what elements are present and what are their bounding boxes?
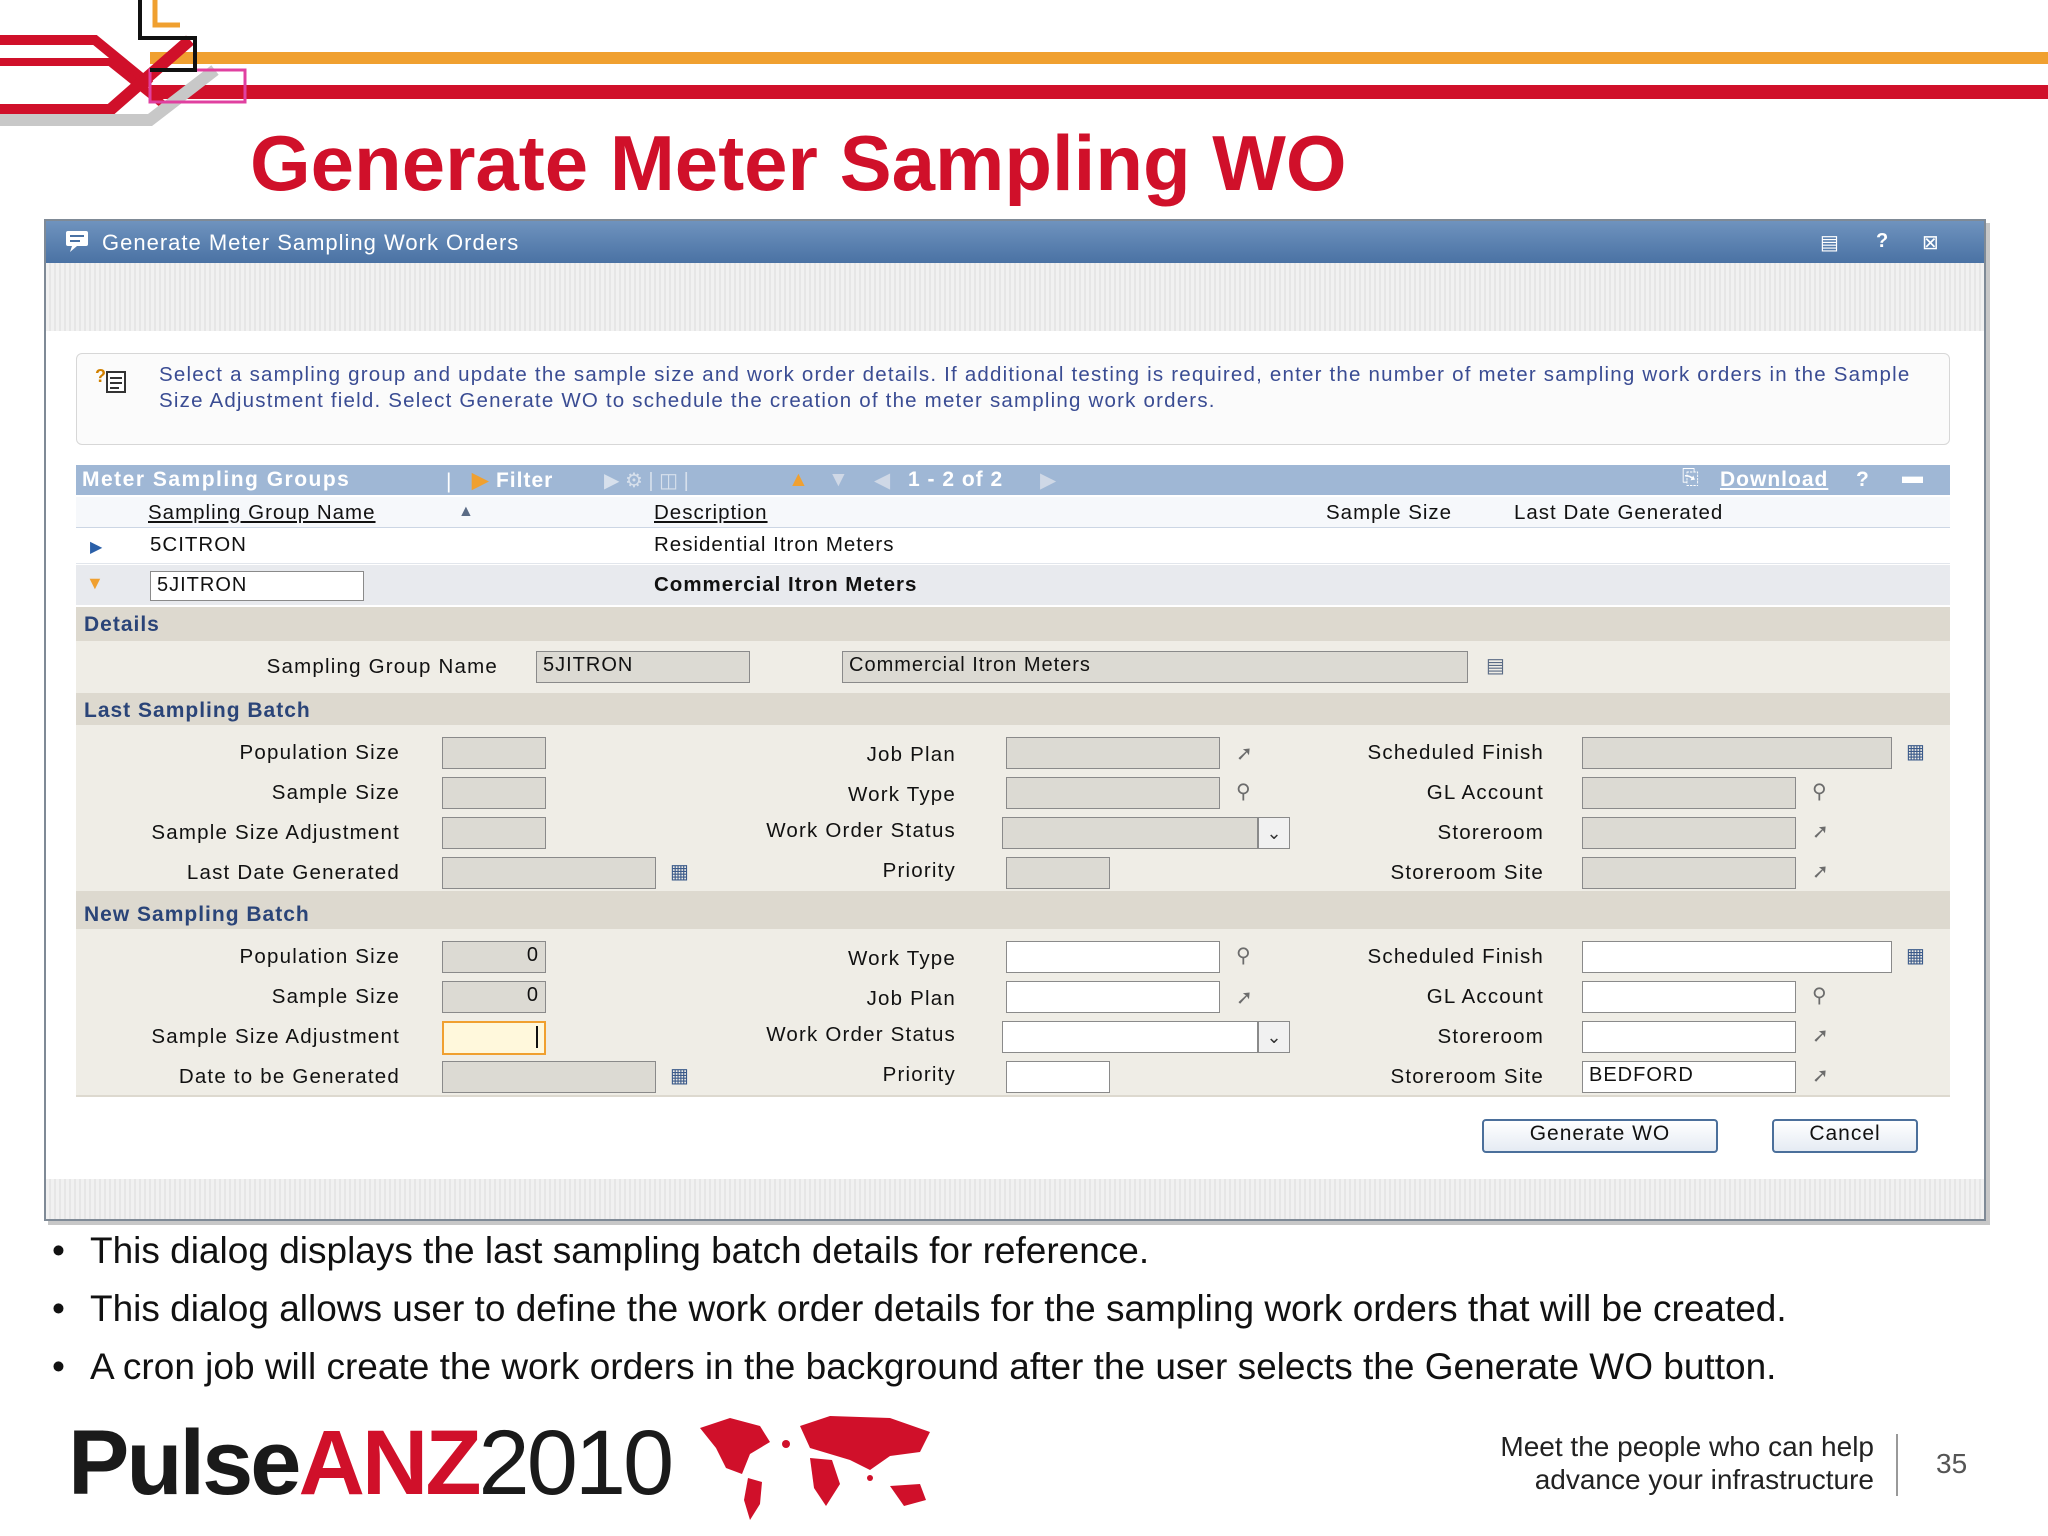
new-job-plan-label: Job Plan: [866, 987, 956, 1010]
bullet-text: A cron job will create the work orders in the background after the user selects the Generate WO button.: [90, 1346, 1777, 1387]
last-work-order-status-field[interactable]: [1002, 817, 1258, 849]
filter-toggle[interactable]: [472, 468, 553, 493]
last-gl-account-label: GL Account: [1426, 781, 1544, 804]
new-sample-size-adjustment-label: Sample Size Adjustment: [151, 1025, 400, 1048]
new-sample-size-adjustment-field[interactable]: [442, 1021, 546, 1055]
new-priority-label: Priority: [882, 1063, 956, 1086]
window-icon[interactable]: ▤: [1820, 232, 1840, 254]
bullet-dot: •: [52, 1288, 65, 1329]
dialog-titlebar: [46, 221, 1984, 263]
slide-title: Generate Meter Sampling WO: [250, 119, 1347, 207]
go-to-icon[interactable]: ➚: [1236, 743, 1253, 765]
new-work-order-status-label: Work Order Status: [766, 1023, 956, 1046]
new-work-type-label: Work Type: [847, 947, 956, 970]
last-population-size-field[interactable]: [442, 737, 546, 769]
table-title: Meter Sampling Groups: [82, 468, 351, 491]
generate-wo-dialog: [44, 219, 1986, 1221]
last-sample-size-adjustment-field[interactable]: [442, 817, 546, 849]
table-row[interactable]: [76, 529, 1950, 564]
new-priority-field[interactable]: [1006, 1061, 1110, 1093]
close-icon[interactable]: ⊠: [1922, 232, 1940, 254]
footer-divider: [1896, 1434, 1898, 1496]
column-header-sample-size: Sample Size: [1326, 501, 1453, 524]
logo-year: 2010: [478, 1412, 672, 1514]
last-work-type-label: Work Type: [847, 783, 956, 806]
details-header: Details: [84, 613, 160, 636]
download-icon[interactable]: ⎘: [1682, 466, 1699, 489]
bullet-dot: •: [52, 1230, 65, 1271]
bullet-text: This dialog displays the last sampling batch details for reference.: [90, 1230, 1150, 1271]
date-time-icon[interactable]: ▦: [1906, 945, 1925, 967]
details-sampling-group-label: Sampling Group Name: [266, 655, 498, 678]
lookup-icon[interactable]: ⚲: [1236, 945, 1251, 967]
last-storeroom-field[interactable]: [1582, 817, 1796, 849]
new-work-order-status-field[interactable]: [1002, 1021, 1258, 1053]
text-cursor: [536, 1026, 538, 1048]
dialog-title: Generate Meter Sampling Work Orders: [102, 230, 520, 255]
table-help-icon[interactable]: ?: [1856, 468, 1869, 491]
last-storeroom-site-field[interactable]: [1582, 857, 1796, 889]
go-to-icon[interactable]: ➚: [1812, 1025, 1829, 1047]
logo-anz: ANZ: [298, 1412, 479, 1514]
column-header-description[interactable]: Description: [654, 501, 768, 524]
last-work-type-field[interactable]: [1006, 777, 1220, 809]
row-description: Commercial Itron Meters: [654, 573, 918, 596]
filter-arrow-icon: ▶: [472, 469, 496, 492]
toolbar-strip: [46, 263, 1984, 331]
column-header-last-date-generated: Last Date Generated: [1514, 501, 1724, 524]
new-gl-account-label: GL Account: [1426, 985, 1544, 1008]
last-job-plan-field[interactable]: [1006, 737, 1220, 769]
help-text: Select a sampling group and update the sample size and work order details. If additional testing is required, enter the number of meter sampling work orders in the Sample Size Adjustment field. Select Generate WO to schedule the creation of the meter sampling work orders.: [159, 363, 1911, 412]
help-icon[interactable]: ?: [1876, 230, 1890, 252]
tagline-line-1: Meet the people who can help: [1500, 1431, 1874, 1462]
lookup-icon[interactable]: ⚲: [1812, 781, 1827, 803]
tagline-line-2: advance your infrastructure: [1534, 1464, 1874, 1495]
last-population-size-label: Population Size: [239, 741, 400, 764]
calendar-icon[interactable]: ▦: [670, 861, 689, 883]
new-job-plan-field[interactable]: [1006, 981, 1220, 1013]
new-storeroom-site-field[interactable]: BEDFORD: [1582, 1061, 1796, 1093]
date-to-be-generated-field[interactable]: [442, 1061, 656, 1093]
bullet-item: [52, 1346, 1776, 1388]
date-time-icon[interactable]: ▦: [1906, 741, 1925, 763]
generate-wo-button[interactable]: Generate WO: [1482, 1119, 1718, 1153]
new-storeroom-label: Storeroom: [1437, 1025, 1544, 1048]
dialog-footer-strip: [46, 1179, 1984, 1219]
new-storeroom-site-label: Storeroom Site: [1390, 1065, 1544, 1088]
new-population-size-label: Population Size: [239, 945, 400, 968]
new-sample-size-label: Sample Size: [271, 985, 400, 1008]
help-panel: [76, 353, 1950, 445]
pulse-anz-logo: [68, 1408, 671, 1518]
next-row-icon[interactable]: ▼: [828, 468, 849, 491]
new-gl-account-field[interactable]: [1582, 981, 1796, 1013]
calendar-icon[interactable]: ▦: [670, 1065, 689, 1087]
page-number: 35: [1936, 1448, 1968, 1479]
go-to-icon[interactable]: ➚: [1812, 861, 1829, 883]
last-gl-account-field[interactable]: [1582, 777, 1796, 809]
pagination: 1 - 2 of 2: [908, 468, 1004, 491]
expand-row-icon[interactable]: ▶: [90, 539, 103, 556]
last-sample-size-label: Sample Size: [271, 781, 400, 804]
world-map-icon: [690, 1408, 950, 1528]
sort-ascending-icon[interactable]: ▲: [458, 503, 474, 520]
details-sampling-group-name[interactable]: 5JITRON: [536, 651, 750, 683]
new-sample-size-field[interactable]: 0: [442, 981, 546, 1013]
new-scheduled-finish-field[interactable]: [1582, 941, 1892, 973]
bullet-item: [52, 1288, 1787, 1330]
new-scheduled-finish-label: Scheduled Finish: [1367, 945, 1544, 968]
new-work-type-field[interactable]: [1006, 941, 1220, 973]
last-sample-size-adjustment-label: Sample Size Adjustment: [151, 821, 400, 844]
last-scheduled-finish-label: Scheduled Finish: [1367, 741, 1544, 764]
previous-row-icon[interactable]: ▲: [788, 468, 809, 491]
chevron-down-icon[interactable]: ⌄: [1258, 1021, 1290, 1053]
table-toolbar: [76, 465, 1950, 495]
next-page-icon[interactable]: ▶: [1040, 469, 1057, 492]
bullet-dot: •: [52, 1346, 65, 1387]
last-batch-header: Last Sampling Batch: [84, 699, 311, 722]
new-population-size-field[interactable]: 0: [442, 941, 546, 973]
last-priority-label: Priority: [882, 859, 956, 882]
go-to-icon[interactable]: ➚: [1812, 821, 1829, 843]
long-description-icon[interactable]: ▤: [1486, 655, 1505, 677]
lookup-icon[interactable]: ⚲: [1812, 985, 1827, 1007]
last-storeroom-site-label: Storeroom Site: [1390, 861, 1544, 884]
previous-page-icon[interactable]: ◀: [874, 469, 891, 492]
row-sampling-group-name-field[interactable]: 5JITRON: [150, 571, 364, 601]
column-header-sampling-group-name[interactable]: Sampling Group Name: [148, 501, 376, 524]
logo-pulse: Pulse: [68, 1412, 299, 1514]
last-priority-field[interactable]: [1006, 857, 1110, 889]
chevron-down-icon[interactable]: ⌄: [1258, 817, 1290, 849]
last-date-generated-field[interactable]: [442, 857, 656, 889]
row-description: Residential Itron Meters: [654, 533, 895, 556]
bullet-text: This dialog allows user to define the work order details for the sampling work orders that will be created.: [90, 1288, 1787, 1329]
new-storeroom-field[interactable]: [1582, 1021, 1796, 1053]
dialog-icon: [64, 229, 92, 253]
last-storeroom-label: Storeroom: [1437, 821, 1544, 844]
details-description[interactable]: Commercial Itron Meters: [842, 651, 1468, 683]
lookup-icon[interactable]: ⚲: [1236, 781, 1251, 803]
filter-label: Filter: [495, 469, 554, 492]
cancel-button[interactable]: Cancel: [1772, 1119, 1918, 1153]
last-job-plan-label: Job Plan: [866, 743, 956, 766]
last-work-order-status-label: Work Order Status: [766, 819, 956, 842]
last-sample-size-field[interactable]: [442, 777, 546, 809]
svg-text:?: ?: [95, 366, 106, 386]
toolbar-divider: |: [446, 470, 452, 493]
date-to-be-generated-label: Date to be Generated: [178, 1065, 400, 1088]
row-sampling-group-name[interactable]: 5CITRON: [150, 533, 247, 556]
info-icon: [95, 366, 129, 396]
bullet-item: [52, 1230, 1149, 1272]
collapse-row-icon[interactable]: ▼: [86, 573, 104, 593]
last-date-generated-label: Last Date Generated: [186, 861, 400, 884]
filter-options-icon[interactable]: ▶ ⚙ | ◫ |: [604, 470, 689, 492]
footer-tagline: [1500, 1430, 1874, 1496]
go-to-icon[interactable]: ➚: [1236, 987, 1253, 1009]
go-to-icon[interactable]: ➚: [1812, 1065, 1829, 1087]
collapse-table-icon[interactable]: ▬: [1902, 465, 1923, 488]
last-scheduled-finish-field[interactable]: [1582, 737, 1892, 769]
download-link[interactable]: Download: [1720, 468, 1829, 491]
new-batch-header: New Sampling Batch: [84, 903, 310, 926]
